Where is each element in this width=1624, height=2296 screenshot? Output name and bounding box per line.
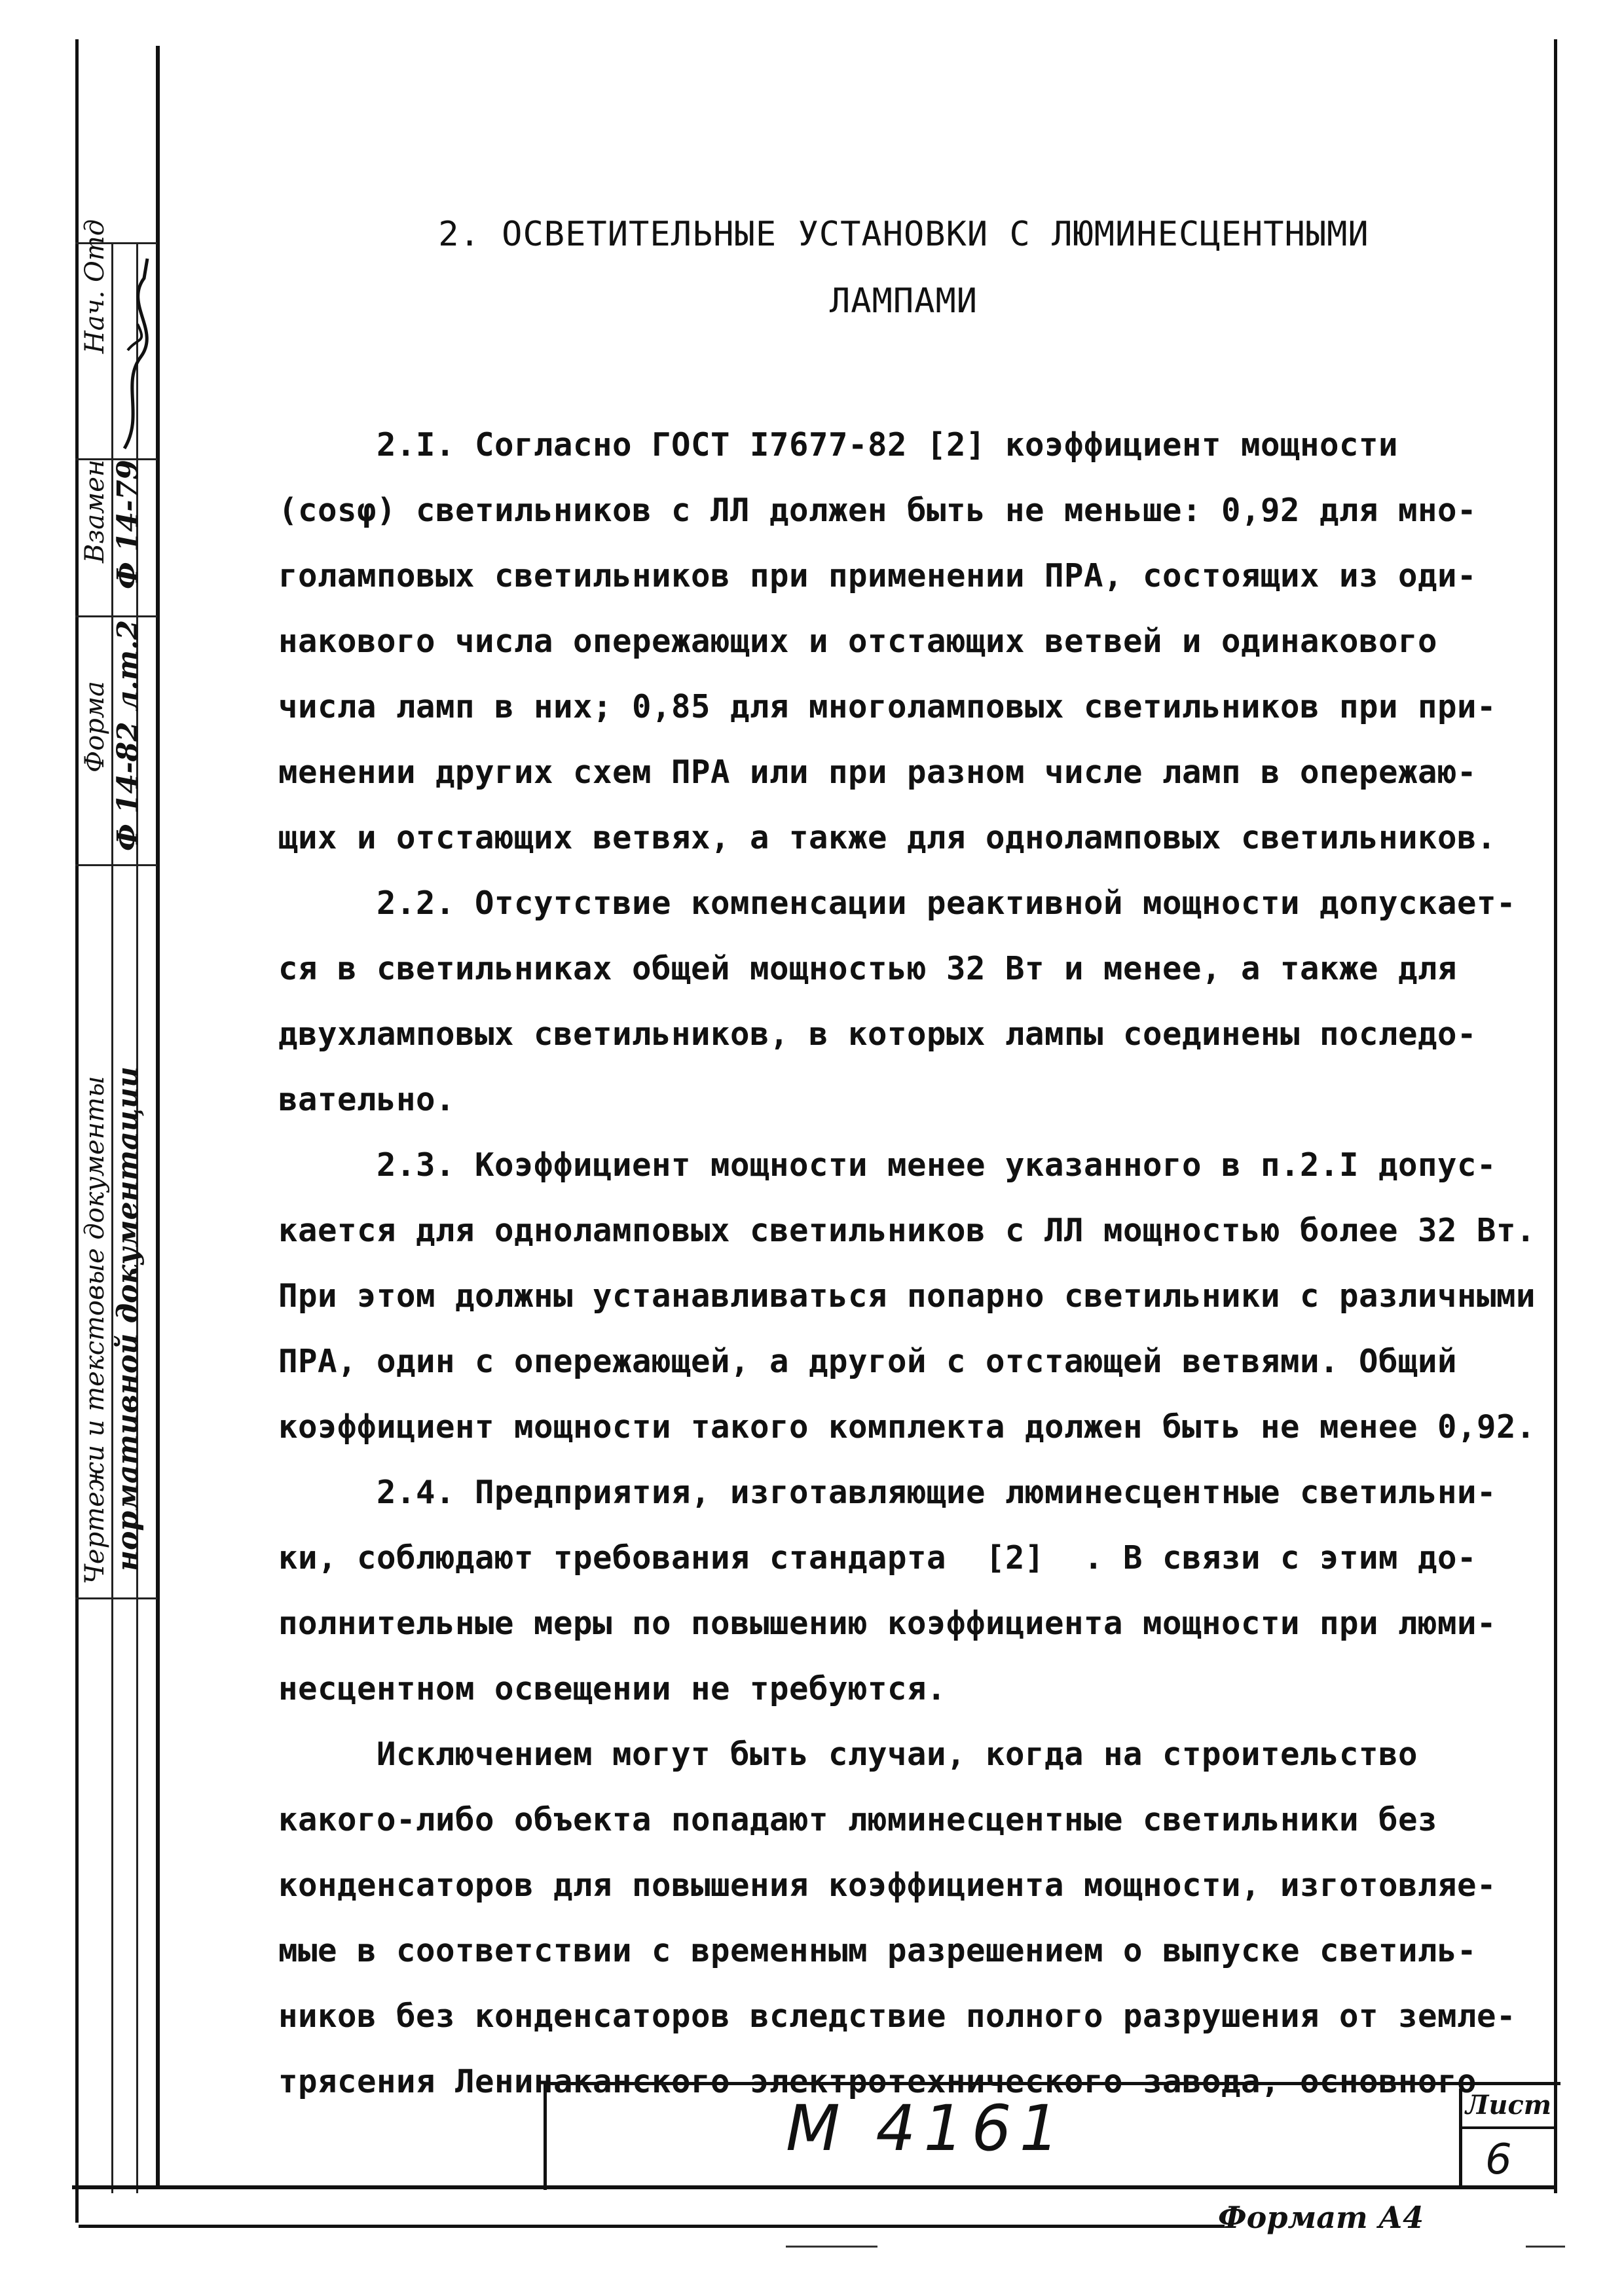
text-line: 2.4. Предприятия, изготавляющие люминесцентные светильни- xyxy=(278,1474,1497,1511)
scan-mark xyxy=(786,2246,877,2248)
text-line: конденсаторов для повышения коэффициента мощности, изготовляе- xyxy=(278,1867,1497,1904)
text-line: 2.3. Коэффициент мощности менее указанного в п.2.I допус- xyxy=(278,1146,1497,1184)
text-line: ки, соблюдают требования стандарта [2] . В связи с этим до- xyxy=(278,1539,1477,1576)
signature-image xyxy=(118,252,154,455)
text-line: щих и отстающих ветвях, а также для одноламповых светильников. xyxy=(278,819,1497,856)
text-line: какого-либо объекта попадают люминесцентные светильники без xyxy=(278,1801,1438,1838)
stamp-form-label: Форма xyxy=(80,681,110,773)
sheet-number: 6 xyxy=(1485,2136,1512,2184)
frame-right xyxy=(1554,39,1557,2193)
text-line: При этом должны устанавливаться попарно светильники с различными xyxy=(278,1277,1536,1315)
text-line: ПРА, один с опережающей, а другой с отстающей ветвями. Общий xyxy=(278,1343,1458,1380)
stamp-replaced-label: Взамен xyxy=(80,459,110,563)
text-line: трясения Ленинаканского электротехнического завода, основного xyxy=(278,2063,1477,2100)
stamp-head-dept: Нач. Отд xyxy=(80,219,110,354)
sheet-label: Лист xyxy=(1466,2090,1552,2121)
text-line: накового числа опережающих и отстающих ветвей и одинакового xyxy=(278,623,1438,660)
stamp-docs-text: Чертежи и текстовые документы xyxy=(80,1076,110,1584)
stamp-cell-border xyxy=(75,1597,157,1599)
text-line: полнительные меры по повышению коэффициента мощности при люми- xyxy=(278,1605,1497,1642)
stamp-form-value: Ф 14-82 л.т.2 xyxy=(111,619,145,851)
text-line: мые в соответствии с временным разрешением о выпуске светиль- xyxy=(278,1932,1477,1969)
document-code: М 4161 xyxy=(786,2092,1067,2165)
stamp-replaced-value: Ф 14-79 xyxy=(111,460,145,589)
text-line: несцентном освещении не требуются. xyxy=(278,1670,947,1707)
text-line: голамповых светильников при применении ПРА, состоящих из оди- xyxy=(278,557,1477,594)
section-title: 2. ОСВЕТИТЕЛЬНЫЕ УСТАНОВКИ С ЛЮМИНЕСЦЕНТНЫМИ xyxy=(438,215,1369,254)
frame-outer-left xyxy=(75,39,79,2223)
stamp-norm-text: нормативной документации xyxy=(111,1066,145,1571)
text-line: двухламповых светильников, в которых лампы соединены последо- xyxy=(278,1015,1477,1053)
section-title-cont: ЛАМПАМИ xyxy=(829,282,978,321)
stamp-cell-border xyxy=(75,864,157,866)
sheet-divider xyxy=(1459,2126,1557,2129)
text-line: вательно. xyxy=(278,1081,456,1118)
text-line: менении других схем ПРА или при разном числе ламп в опережаю- xyxy=(278,754,1477,791)
text-line: числа ламп в них; 0,85 для многоламповых светильников при при- xyxy=(278,688,1497,725)
format-label: Формат А4 xyxy=(1218,2200,1424,2235)
frame-bottom-outer xyxy=(79,2225,1225,2228)
text-line: (cosφ) светильников с ЛЛ должен быть не меньше: 0,92 для мно- xyxy=(278,492,1477,529)
frame-left xyxy=(156,46,160,2187)
stamp-cell-border xyxy=(75,615,157,617)
text-line: Исключением могут быть случаи, когда на строительство xyxy=(278,1736,1418,1773)
text-line: ся в светильниках общей мощностью 32 Вт и менее, а также для xyxy=(278,950,1458,987)
text-line: кается для одноламповых светильников с ЛЛ мощностью более 32 Вт. xyxy=(278,1212,1536,1249)
body-text xyxy=(278,412,1549,2115)
scan-mark xyxy=(1526,2246,1565,2248)
text-line: 2.2. Отсутствие компенсации реактивной мощности допускает- xyxy=(278,884,1517,922)
text-line: коэффициент мощности такого комплекта должен быть не менее 0,92. xyxy=(278,1408,1536,1446)
text-line: ников без конденсаторов вследствие полного разрушения от земле- xyxy=(278,1997,1517,2035)
text-line: 2.I. Согласно ГОСТ I7677-82 [2] коэффициент мощности xyxy=(278,426,1399,464)
